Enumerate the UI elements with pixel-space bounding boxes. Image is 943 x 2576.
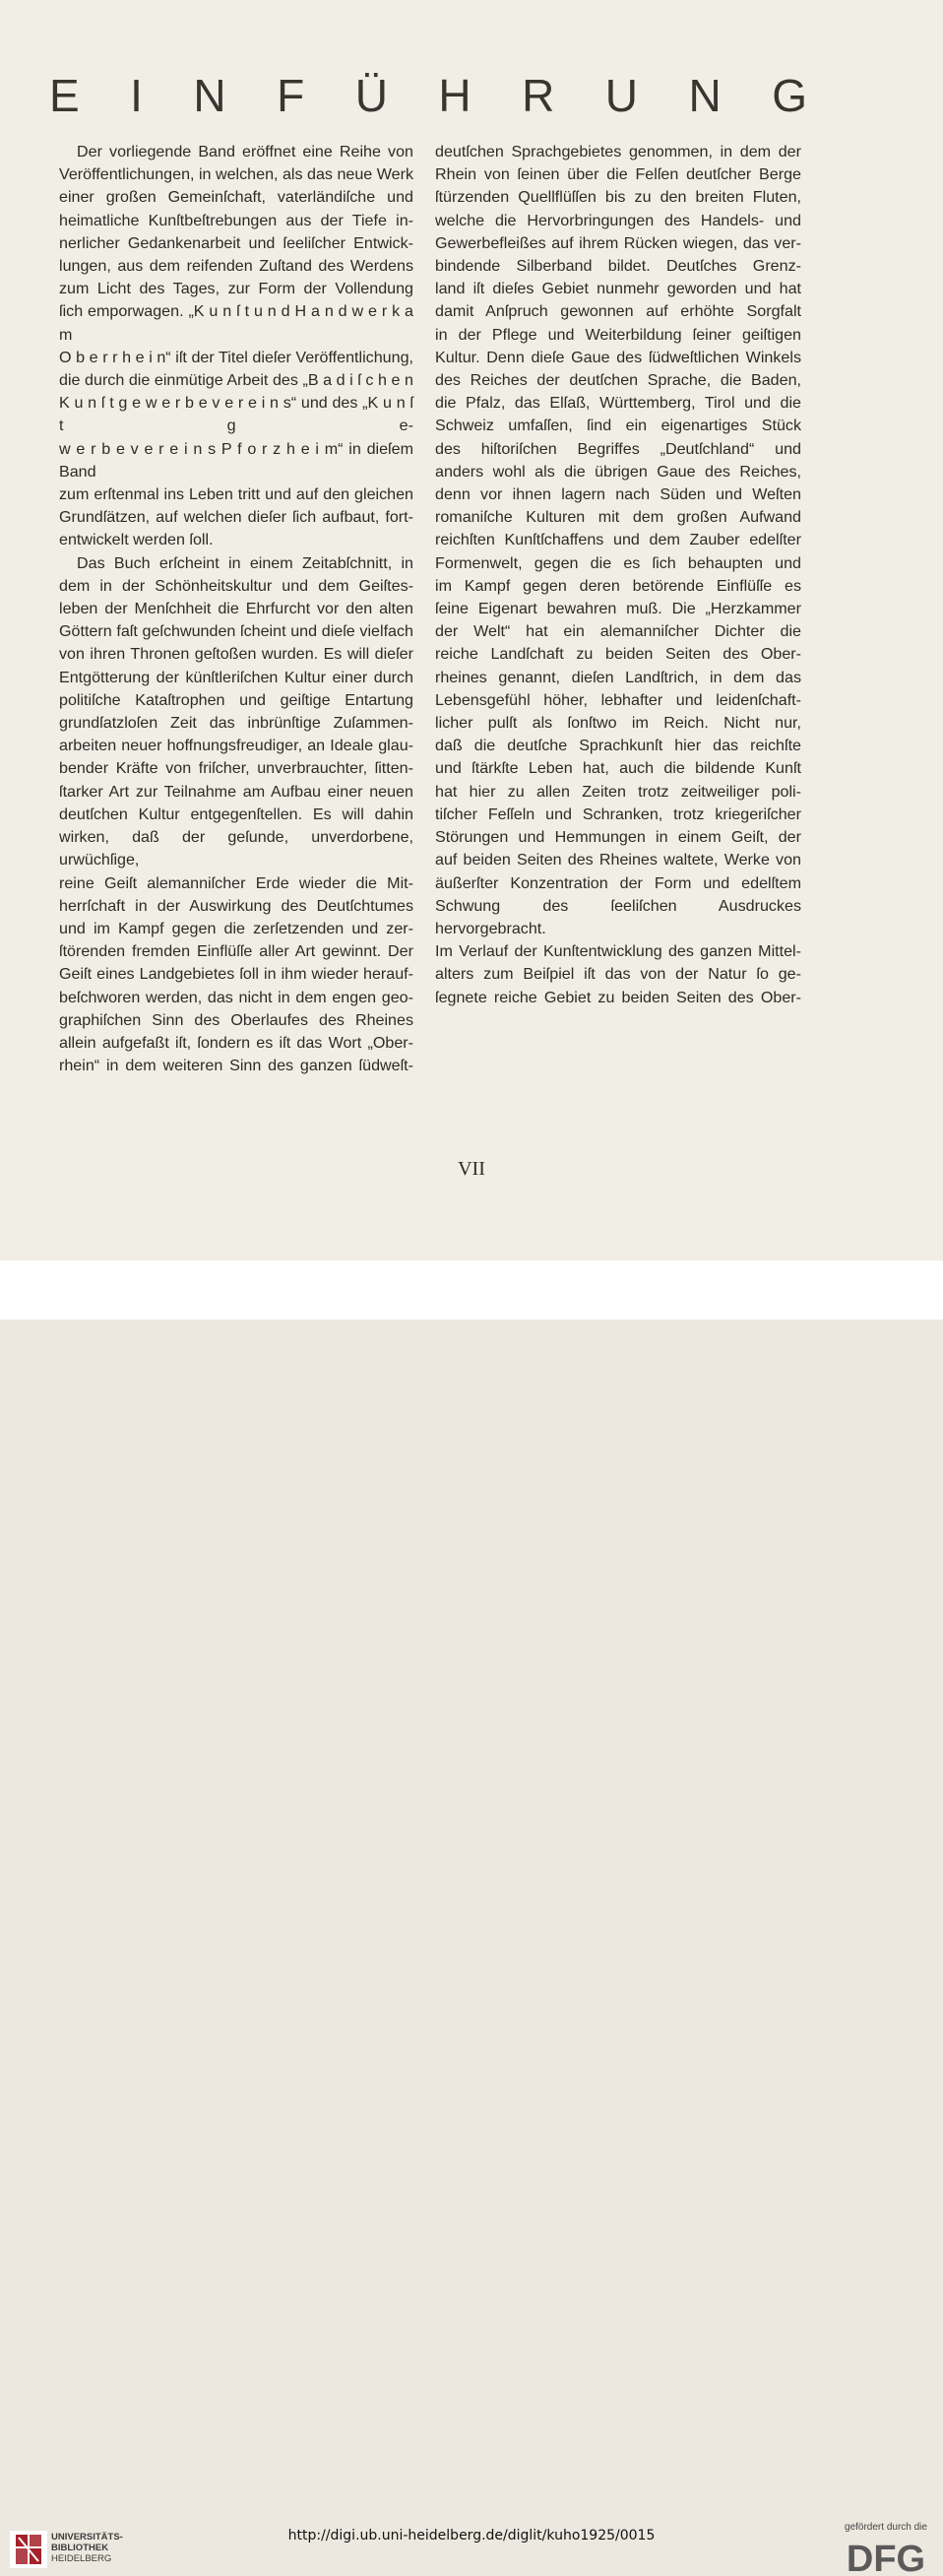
heading-letter: U <box>604 70 639 121</box>
text-line: graphiſchen Sinn des Oberlaufes des Rheines <box>59 1010 413 1029</box>
text-line: der Welt“ hat ein alemanniſcher Dichter die <box>435 622 801 641</box>
text-line: ſegnete reiche Gebiet zu beiden Seiten des Ober- <box>435 988 801 1006</box>
text-line: daß die deutſche Sprachkunſt hier das reichſte <box>435 737 801 755</box>
text-line: Das Buch erſcheint in einem Zeitabſchnitt, in <box>77 553 413 572</box>
text-line: Grundſätzen, auf welchen dieſer ſich aufbaut, fort- <box>59 508 413 527</box>
text-line: Lebensgefühl höher, lebhafter und leidenſchaft- <box>435 690 801 709</box>
text-line: Kultur. Denn dieſe Gaue des ſüdweſtlichen Winkels <box>435 348 801 366</box>
text-line: leben der Menſchheit die Ehrfurcht vor den alten <box>59 600 413 618</box>
text-line: Veröffentlichungen, in welchen, als das neue Werk <box>59 165 413 184</box>
text-line: tiſcher Feſſeln und Schranken, trotz kriegeriſcher <box>435 805 801 823</box>
text-line: herrſchaft in der Auswirkung des Deutſchtumes <box>59 896 413 915</box>
text-line: Rhein von ſeinen über die Felſen deutſcher Berge <box>435 165 801 184</box>
text-line: entwickelt werden ſoll. <box>59 531 214 549</box>
text-line: einer großen Gemeinſchaft, vaterländiſche und <box>59 188 413 207</box>
dfg-funding-note: gefördert durch die <box>845 2522 927 2533</box>
text-line: grundſatzloſen Zeit das inbrünſtige Zuſammen- <box>59 714 413 733</box>
heading-letter: R <box>522 70 555 121</box>
footer-bar <box>0 1260 943 2576</box>
text-line: im Kampf gegen deren betörende Einflüſſe es <box>435 576 801 595</box>
text-line: die durch die einmütige Arbeit des „B a d i ſ c h e n <box>59 371 413 390</box>
heading-letter: G <box>772 70 807 121</box>
text-line: Störungen und Hemmungen in einem Geiſt, der <box>435 828 801 847</box>
text-line: rheines genannt, dieſen Landſtrich, in dem das <box>435 668 801 686</box>
text-line: Geiſt eines Landgebietes ſoll in ihm wieder herauf- <box>59 965 413 984</box>
library-line-1: UNIVERSITÄTS- <box>51 2532 123 2543</box>
text-line: bindende Silberband bildet. Deutſches Grenz- <box>435 257 801 276</box>
text-line: von ihren Thronen geſtoßen wurden. Es will dieſer <box>59 645 413 664</box>
text-line: hat hier zu allen Zeiten trotz zeitweiliger poli- <box>435 782 801 801</box>
heading-letter: H <box>438 70 472 121</box>
text-line: damit Anſpruch gewonnen auf erhöhte Sorgfalt <box>435 302 801 321</box>
text-line: anders wohl als die übrigen Gaue des Reiches, <box>435 462 801 481</box>
text-line: in der Pflege und Weiterbildung ſeiner geiſtigen <box>435 325 801 344</box>
text-line: dem in der Schönheitskultur und dem Geiſtes- <box>59 576 413 595</box>
text-line: ſeine Eigenart bewahren muß. Die „Herzkammer <box>435 600 801 618</box>
text-line: O b e r r h e i n“ iſt der Titel dieſer Veröffentlichung, <box>59 348 413 366</box>
text-line: zum Licht des Tages, zur Form der Vollendung <box>59 280 413 298</box>
heading-letter: F <box>277 70 305 121</box>
left-text-column <box>59 141 413 1077</box>
text-line: welche die Hervorbringungen des Handels- und <box>435 211 801 229</box>
text-line: rhein“ in dem weiteren Sinn des ganzen ſüdweſt- <box>59 1057 413 1075</box>
page-number: VII <box>458 1158 485 1180</box>
source-url-link[interactable]: http://digi.ub.uni-heidelberg.de/diglit/kuho1925/0015 <box>287 2528 656 2544</box>
text-line: Schwung des ſeeliſchen Ausdruckes hervorgebracht. <box>435 896 801 937</box>
text-line: politiſche Kataſtrophen und geiſtige Entartung <box>59 690 413 709</box>
text-line: wirken, daß der geſunde, unverdorbene, urwüchſige, <box>59 828 413 869</box>
heading-letter: N <box>193 70 226 121</box>
text-line: lungen, aus dem reifenden Zuſtand des Werdens <box>59 257 413 276</box>
text-line: licher pulſt als ſonſtwo im Reich. Nicht nur, <box>435 714 801 733</box>
scanned-page <box>0 0 943 1260</box>
heading-letter: N <box>688 70 722 121</box>
text-line: ſtörenden fremden Einflüſſe aller Art gewinnt. Der <box>59 942 413 961</box>
text-line: zum erſtenmal ins Leben tritt und auf den gleichen <box>59 485 413 504</box>
text-line: arbeiten neuer hoffnungsfreudiger, an Ideale glau- <box>59 737 413 755</box>
right-text-column <box>435 141 801 1009</box>
text-line: Im Verlauf der Kunſtentwicklung des ganzen Mittel- <box>435 942 801 961</box>
heading-letter: Ü <box>354 70 388 121</box>
text-line: reiche Landſchaft zu beiden Seiten des Ober- <box>435 645 801 664</box>
library-line-3: HEIDELBERG <box>51 2553 112 2564</box>
text-line: K u n ſ t g e w e r b e v e r e i n s“ und des „K u n ſ t g e- <box>59 394 413 435</box>
page-heading <box>49 69 807 122</box>
text-line: allein aufgefaßt iſt, ſondern es iſt das Wort „Ober- <box>59 1033 413 1052</box>
library-line-2: BIBLIOTHEK <box>51 2543 109 2553</box>
text-line: Gewerbefleißes auf ihrem Rücken wiegen, das ver- <box>435 233 801 252</box>
text-line: Schweiz umfaſſen, ſind ein eigenartiges Stück <box>435 417 801 435</box>
text-line: ſtürzenden Quellflüſſen bis zu den breiten Fluten, <box>435 188 801 207</box>
text-line: reine Geiſt alemanniſcher Erde wieder die Mit- <box>59 873 413 892</box>
text-line: deutſchen Kultur entgegenſtellen. Es will dahin <box>59 805 413 823</box>
text-line: w e r b e v e r e i n s P f o r z h e i m“ in dieſem Band <box>59 439 413 481</box>
heading-letter: E <box>49 70 80 121</box>
text-line: auf beiden Seiten des Rheines waltete, Werke von <box>435 851 801 869</box>
text-line: Der vorliegende Band eröffnet eine Reihe von <box>77 143 413 161</box>
text-line: reichſten Kunſtſchaffens und dem Zauber edelſter <box>435 531 801 549</box>
text-line: alters zum Beiſpiel iſt das von der Natur ſo ge- <box>435 965 801 984</box>
text-line: ſtarker Art zur Teilnahme am Aufbau einer neuen <box>59 782 413 801</box>
text-line: Göttern faſt geſchwunden ſcheint und dieſe vielfach <box>59 622 413 641</box>
text-line: äußerſter Konzentration der Form und edelſtem <box>435 873 801 892</box>
text-line: deutſchen Sprachgebietes genommen, in dem der <box>435 143 801 161</box>
text-line: Entgötterung der künſtleriſchen Kultur einer durch <box>59 668 413 686</box>
dfg-logo-text: DFG <box>846 2539 926 2576</box>
dfg-logo-icon <box>839 2539 933 2576</box>
text-line: denn vor ihnen lagern nach Süden und Weſten <box>435 485 801 504</box>
text-line: des Reiches der deutſchen Sprache, die Baden, <box>435 371 801 390</box>
text-line: bender Kräfte von friſcher, unverbrauchter, ſitten- <box>59 759 413 778</box>
heading-letter: I <box>130 70 143 121</box>
text-line: ſich emporwagen. „K u n ſ t u n d H a n d w e r k a m <box>59 302 413 344</box>
text-line: romaniſche Kulturen mit dem großen Aufwand <box>435 508 801 527</box>
text-line: heimatliche Kunſtbeſtrebungen aus der Tiefe in- <box>59 211 413 229</box>
text-line: und im Kampf gegen die zerſetzenden und zer- <box>59 919 413 937</box>
text-line: und ſtärkſte Leben hat, auch die bildende Kunſt <box>435 759 801 778</box>
text-line: Formenwelt, gegen die es ſich behaupten und <box>435 553 801 572</box>
text-line: des hiſtoriſchen Begriffes „Deutſchland“ und <box>435 439 801 458</box>
text-line: beſchworen werden, das nicht in dem engen geo- <box>59 988 413 1006</box>
text-line: land iſt dieſes Gebiet nunmehr geworden und hat <box>435 280 801 298</box>
text-line: nerlicher Gedankenarbeit und ſeeliſcher Entwick- <box>59 233 413 252</box>
text-line: die Pfalz, das Elſaß, Württemberg, Tirol und die <box>435 394 801 413</box>
